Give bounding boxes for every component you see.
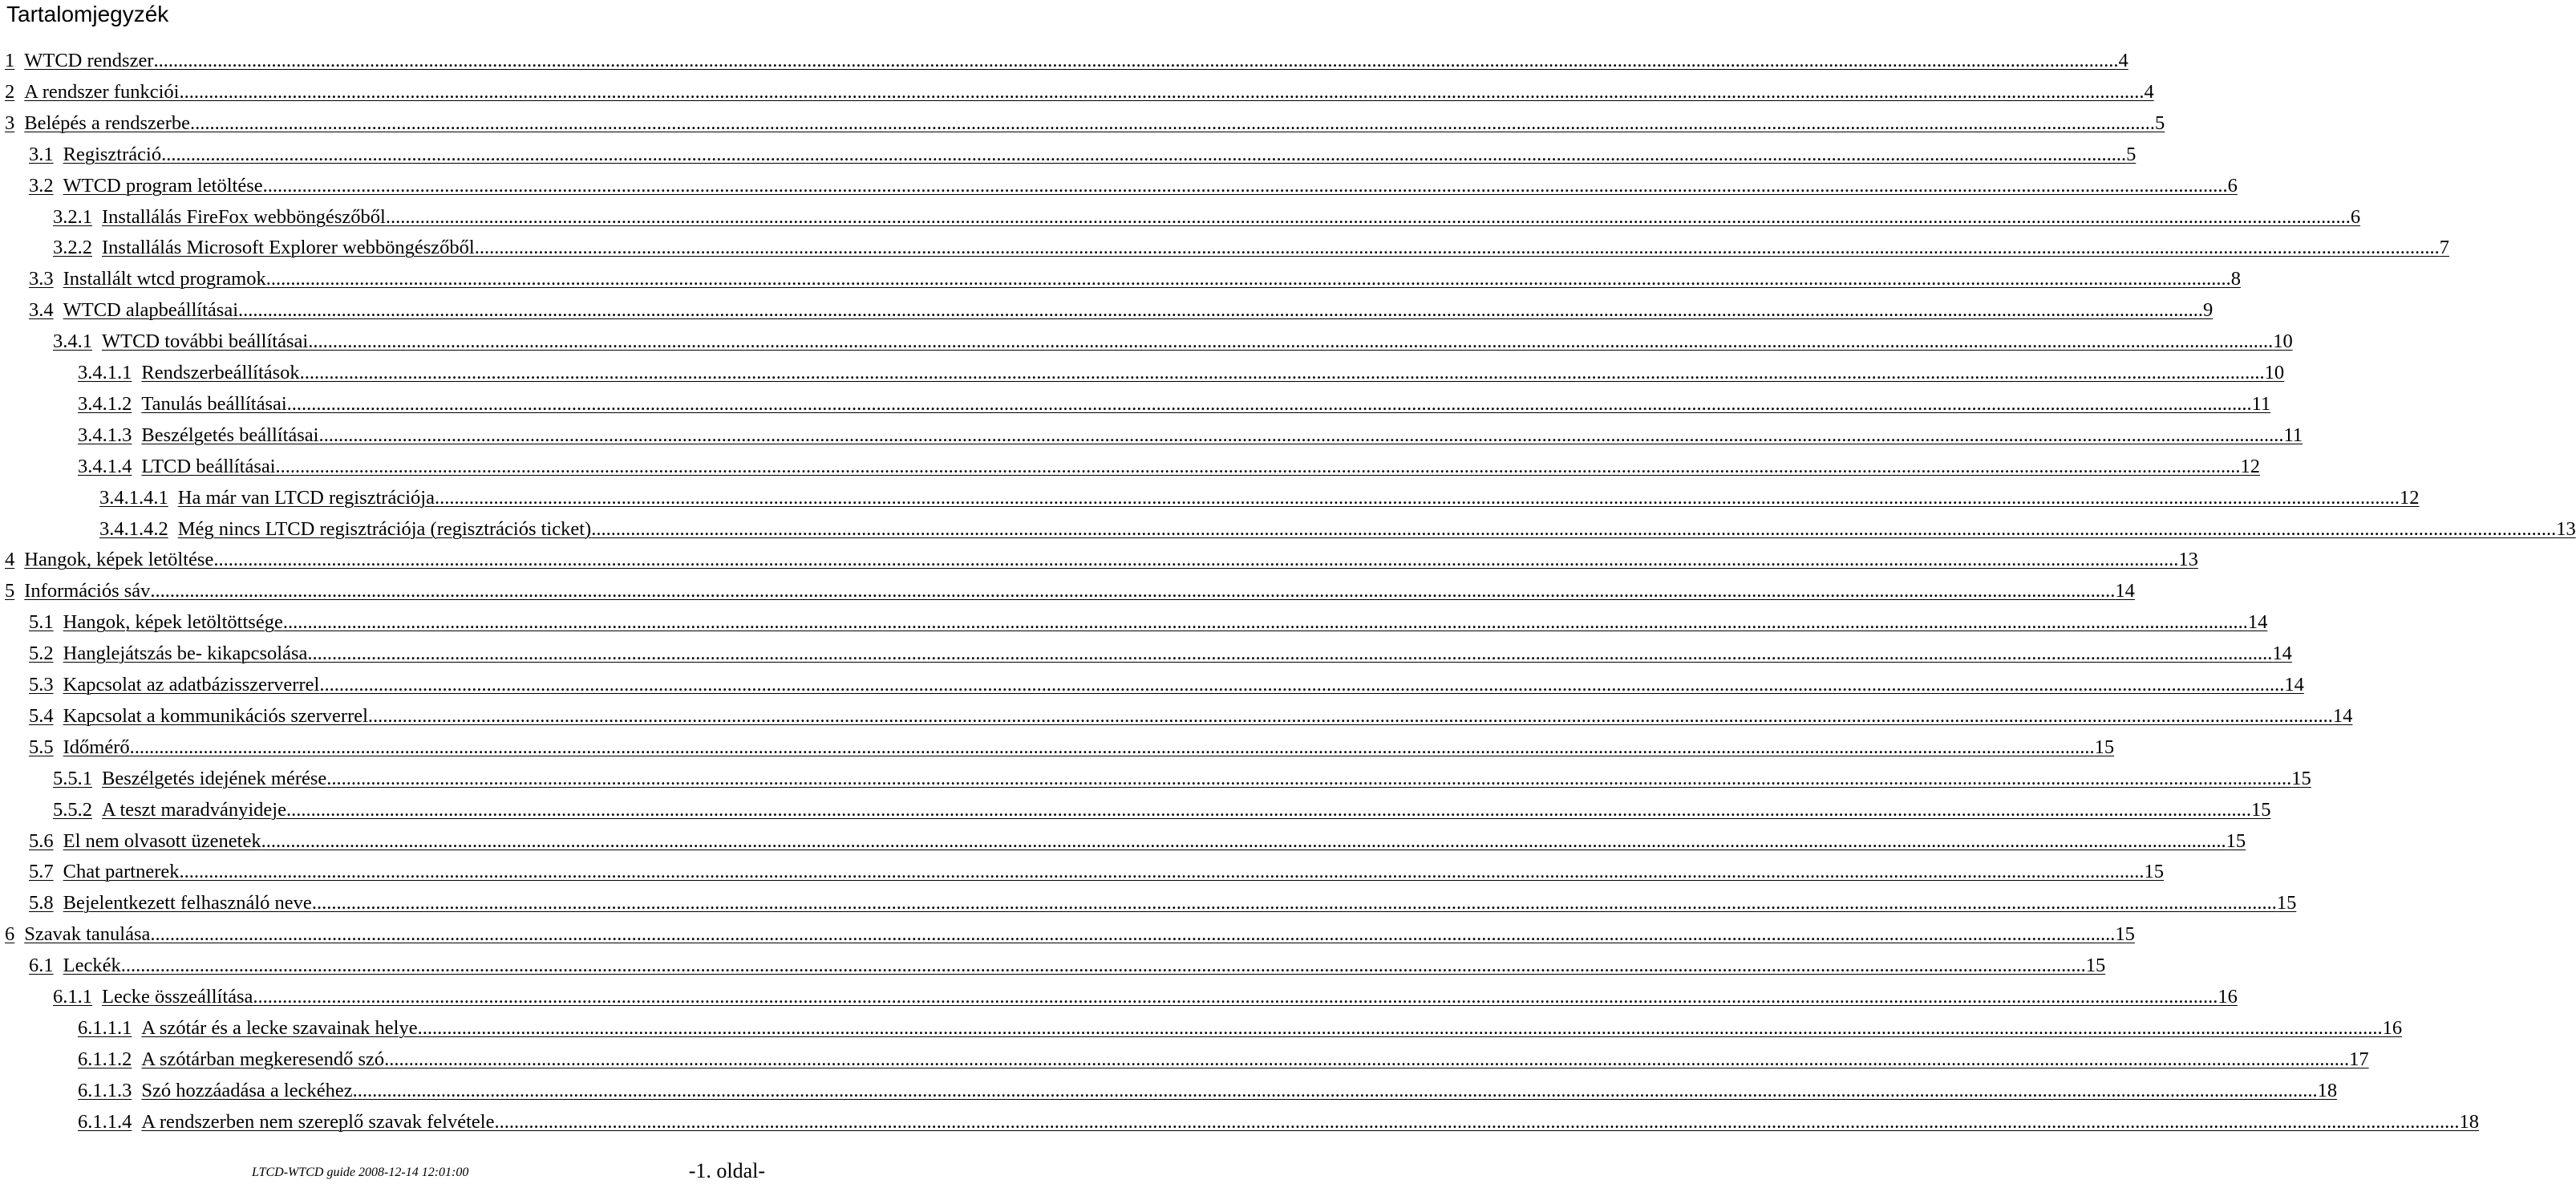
toc-entry-number: 6.1.1 [53,986,92,1008]
toc-entry-text: Installálás Microsoft Explorer webböngészőből [102,237,475,259]
toc-entry[interactable] [29,728,2115,760]
toc-entry-text: LTCD beállításai [141,455,276,477]
toc-entry[interactable] [29,291,2213,322]
toc-entry[interactable] [29,666,2304,697]
toc-entry[interactable] [99,479,2420,510]
footer-meta: LTCD-WTCD guide 2008-12-14 12:01:00 [252,1166,469,1179]
toc-entry-label [78,361,300,385]
toc-entry-text: Kapcsolat a kommunikációs szerverrel [63,704,368,727]
toc-entry-label [99,517,591,541]
toc-entry[interactable] [53,322,2293,354]
toc-entry-text: A szótár és a lecke szavainak helye [141,1016,418,1039]
toc-entry-number: 5.8 [29,892,54,914]
toc-leader-dots: ................................................................................................................................................................................................................................................................................................................................................................................................................ [129,736,2095,758]
toc-entry-page: 12 [2240,455,2261,477]
toc-leader-dots: ................................................................................................................................................................................................................................................................................................................................................................................................................ [161,143,2127,165]
toc-entry-page: 15 [2094,736,2115,758]
toc-entry-number: 6.1.1.2 [78,1048,132,1070]
toc-entry-label [29,891,312,915]
toc-leader-dots: ................................................................................................................................................................................................................................................................................................................................................................................................................ [282,611,2248,634]
toc-entry[interactable] [78,1009,2403,1040]
toc-entry-number: 3.3 [29,268,54,290]
toc-entry-label [78,392,287,416]
toc-leader-dots: ................................................................................................................................................................................................................................................................................................................................................................................................................ [253,986,2218,1008]
toc-entry-label [29,860,180,884]
toc-entry-text: Szó hozzáadása a leckéhez [141,1079,353,1101]
toc-entry-number: 3.4.1.4.2 [99,517,168,540]
toc-entry-page: 15 [2144,861,2165,883]
toc-entry-number: 1 [5,50,15,71]
toc-entry-text: Rendszerbeállítások [141,362,300,383]
toc-entry-number: 6 [5,923,15,946]
toc-entry-page: 4 [2118,50,2128,71]
toc-leader-dots: ................................................................................................................................................................................................................................................................................................................................................................................................................ [265,268,2231,290]
toc-leader-dots: ................................................................................................................................................................................................................................................................................................................................................................................................................ [299,362,2265,383]
toc-leader-dots: ................................................................................................................................................................................................................................................................................................................................................................................................................ [384,1048,2350,1070]
toc-entry-label [29,704,368,728]
toc-entry-label [5,49,153,73]
toc-entry[interactable] [78,448,2261,479]
toc-entry-label [78,1110,494,1134]
toc-entry[interactable] [5,104,2165,136]
toc-entry-page: 10 [2264,362,2285,383]
toc-entry-number: 6.1 [29,955,54,977]
toc-entry-page: 11 [2283,424,2303,446]
toc-leader-dots: ................................................................................................................................................................................................................................................................................................................................................................................................................ [261,829,2226,852]
toc-entry[interactable] [29,884,2297,915]
toc-entry[interactable] [78,416,2303,448]
toc-entry[interactable] [29,635,2292,666]
toc-entry-text: Ha már van LTCD regisztrációja [177,486,435,509]
toc-entry-page: 13 [2556,517,2576,540]
toc-entry-page: 15 [2291,767,2311,789]
toc-entry-text: Bejelentkezett felhasználó neve [63,892,312,914]
toc-entry-text: WTCD alapbeállításai [63,299,238,322]
toc-entry[interactable] [78,1072,2338,1103]
toc-entry-number: 3.2.2 [53,237,92,259]
toc-entry[interactable] [78,1103,2479,1134]
toc-entry-label [53,205,386,229]
toc-entry-label [99,486,435,510]
toc-entry-page: 14 [2115,580,2135,602]
toc-entry[interactable] [5,572,2135,603]
toc-leader-dots: ................................................................................................................................................................................................................................................................................................................................................................................................................ [308,330,2274,353]
toc-entry-page: 18 [2459,1110,2479,1133]
toc-entry-number: 3.4.1.1 [78,362,132,383]
toc-entry[interactable] [5,42,2128,73]
toc-entry-label [78,455,276,479]
toc-entry-label [78,1079,353,1103]
toc-entry-number: 3.4.1.3 [78,424,132,446]
toc-entry-number: 3.1 [29,143,54,165]
toc-entry-text: Leckék [63,955,121,977]
toc-leader-dots: ................................................................................................................................................................................................................................................................................................................................................................................................................ [179,80,2145,103]
toc-entry-text: Még nincs LTCD regisztrációja (regisztrációs ticket) [177,517,592,540]
toc-entry-label [78,424,318,448]
toc-entry-page: 14 [2284,674,2304,695]
toc-entry[interactable] [29,822,2246,854]
toc-entry[interactable] [53,791,2271,822]
toc-entry[interactable] [78,354,2285,385]
toc-leader-dots: ................................................................................................................................................................................................................................................................................................................................................................................................................ [318,424,2284,446]
toc-entry-text: Beszélgetés idejének mérése [102,767,327,789]
toc-entry-label [5,922,150,947]
toc-entry-page: 16 [2382,1016,2403,1039]
toc-entry[interactable] [53,978,2238,1009]
toc-leader-dots: ................................................................................................................................................................................................................................................................................................................................................................................................................ [179,861,2145,883]
toc-leader-dots: ................................................................................................................................................................................................................................................................................................................................................................................................................ [474,237,2440,259]
toc-entry-page: 15 [2276,892,2297,914]
toc-leader-dots: ................................................................................................................................................................................................................................................................................................................................................................................................................ [153,50,2119,71]
toc-entry-number: 3.4 [29,299,54,322]
toc-entry-label [53,330,308,354]
toc-leader-dots: ................................................................................................................................................................................................................................................................................................................................................................................................................ [262,174,2228,197]
toc-entry[interactable] [29,136,2137,167]
toc-entry[interactable] [78,1040,2369,1072]
toc-entry-label [53,985,253,1009]
toc-entry[interactable] [99,510,2576,541]
toc-entry-page: 15 [2226,829,2246,852]
toc-entry-text: Kapcsolat az adatbázisszerverrel [63,674,320,695]
toc-entry-label [5,112,190,136]
toc-leader-dots: ................................................................................................................................................................................................................................................................................................................................................................................................................ [326,767,2292,789]
toc-entry-text: Hanglejátszás be- kikapcsolása [63,643,308,665]
toc-entry-number: 2 [5,80,15,103]
toc-entry[interactable] [5,73,2154,104]
toc-entry-page: 15 [2115,923,2135,946]
toc-entry-label [78,1048,384,1072]
toc-leader-dots: ................................................................................................................................................................................................................................................................................................................................................................................................................ [238,299,2203,322]
toc-entry-page: 7 [2439,237,2449,259]
toc-entry-label [29,954,121,978]
toc-entry-number: 5.5.1 [53,767,92,789]
toc-entry-page: 5 [2126,143,2137,165]
toc-entry[interactable] [29,697,2353,728]
toc-leader-dots: ................................................................................................................................................................................................................................................................................................................................................................................................................ [417,1016,2383,1039]
toc-entry-label [29,174,263,198]
toc-entry-page: 4 [2144,80,2154,103]
toc-entry-number: 5.7 [29,861,54,883]
toc-entry-page: 15 [2250,798,2271,821]
toc-leader-dots: ................................................................................................................................................................................................................................................................................................................................................................................................................ [150,580,2116,602]
toc-entry-text: WTCD program letöltése [63,174,263,197]
toc-entry-page: 6 [2227,174,2238,197]
toc-entry-text: Információs sáv [24,580,151,602]
toc-entry-number: 6.1.1.1 [78,1016,132,1039]
toc-entry-label [29,267,266,291]
toc-entry-label [53,236,475,260]
toc-entry-page: 9 [2203,299,2213,322]
toc-entry-number: 5.1 [29,611,54,634]
toc-entry-page: 14 [2247,611,2268,634]
toc-leader-dots: ................................................................................................................................................................................................................................................................................................................................................................................................................ [352,1079,2318,1101]
toc-entry-page: 10 [2273,330,2293,353]
toc-leader-dots: ................................................................................................................................................................................................................................................................................................................................................................................................................ [385,205,2351,228]
toc-entry-text: WTCD további beállításai [102,330,309,353]
toc-entry-label [78,1016,418,1040]
toc-entry[interactable] [78,385,2271,416]
toc-entry[interactable] [29,947,2106,978]
toc-entry-number: 3.4.1.4.1 [99,486,168,509]
toc-entry-page: 17 [2349,1048,2369,1070]
toc-entry-text: Szavak tanulása [24,923,151,946]
toc-entry-text: Hangok, képek letöltöttsége [63,611,283,634]
toc-entry-number: 5.6 [29,829,54,852]
toc-entry-label [29,829,261,854]
toc-entry-page: 8 [2230,268,2241,290]
toc-entry[interactable] [53,229,2449,260]
toc-entry-number: 5.3 [29,674,54,695]
toc-entry-label [5,80,179,104]
toc-entry-label [29,610,283,635]
toc-leader-dots: ................................................................................................................................................................................................................................................................................................................................................................................................................ [494,1110,2460,1133]
toc-entry-number: 5.5.2 [53,798,92,821]
toc-entry-label [29,642,307,666]
toc-entry[interactable] [5,915,2135,947]
toc-entry-page: 5 [2155,112,2165,134]
toc-entry-text: A teszt maradványideje [102,798,286,821]
toc-leader-dots: ................................................................................................................................................................................................................................................................................................................................................................................................................ [150,923,2116,946]
toc-entry-text: Installált wtcd programok [63,268,266,290]
toc-entry-text: Belépés a rendszerbe [24,112,191,134]
toc-entry-text: Hangok, képek letöltése [24,549,214,571]
toc-entry-number: 3.4.1 [53,330,92,353]
toc-leader-dots: ................................................................................................................................................................................................................................................................................................................................................................................................................ [591,517,2557,540]
toc-entry-text: Időmérő [63,736,130,758]
toc-entry-text: A rendszer funkciói [24,80,180,103]
toc-entry-label [5,548,213,572]
toc-entry-text: El nem olvasott üzenetek [63,829,261,852]
toc-entry[interactable] [29,853,2165,884]
toc-entry[interactable] [29,603,2268,635]
toc-entry[interactable] [5,541,2198,572]
toc-entry-page: 13 [2178,549,2198,571]
toc-entry-number: 6.1.1.4 [78,1110,132,1133]
toc-entry-text: Beszélgetés beállításai [141,424,319,446]
toc-entry-page: 14 [2332,704,2353,727]
toc-leader-dots: ................................................................................................................................................................................................................................................................................................................................................................................................................ [434,486,2400,509]
toc-entry-text: Installálás FireFox webböngészőből [102,205,386,228]
toc-leader-dots: ................................................................................................................................................................................................................................................................................................................................................................................................................ [319,674,2285,695]
toc-entry-page: 16 [2218,986,2238,1008]
footer-page-number: -1. oldal- [688,1159,765,1182]
toc-entry-number: 3.4.1.2 [78,392,132,415]
toc-leader-dots: ................................................................................................................................................................................................................................................................................................................................................................................................................ [275,455,2241,477]
toc-entry-page: 6 [2350,205,2361,228]
toc-entry-number: 3 [5,112,15,134]
toc-entry-number: 5.2 [29,643,54,665]
toc-entry-label [5,579,150,603]
toc-entry-number: 3.2 [29,174,54,197]
toc-entry-page: 11 [2251,392,2271,415]
toc-entry-text: Chat partnerek [63,861,180,883]
toc-leader-dots: ................................................................................................................................................................................................................................................................................................................................................................................................................ [311,892,2277,914]
toc-entry-number: 3.4.1.4 [78,455,132,477]
page-title: Tartalomjegyzék [6,2,169,26]
toc-leader-dots: ................................................................................................................................................................................................................................................................................................................................................................................................................ [213,549,2179,571]
toc-leader-dots: ................................................................................................................................................................................................................................................................................................................................................................................................................ [367,704,2333,727]
toc-entry-label [29,143,161,167]
toc-entry-number: 3.2.1 [53,205,92,228]
toc-entry-page: 12 [2399,486,2420,509]
toc-entry-number: 5 [5,580,15,602]
toc-leader-dots: ................................................................................................................................................................................................................................................................................................................................................................................................................ [190,112,2156,134]
toc-entry-text: Tanulás beállításai [141,392,287,415]
toc-entry-text: A rendszerben nem szereplő szavak felvétele [141,1110,495,1133]
toc-entry-label [29,736,130,760]
toc-entry-text: Lecke összeállítása [102,986,253,1008]
toc-entry-label [29,673,319,697]
toc-entry-text: WTCD rendszer [24,50,154,71]
toc-entry-number: 6.1.1.3 [78,1079,132,1101]
toc-entry[interactable] [29,260,2241,291]
toc-entry-number: 4 [5,549,15,571]
toc-leader-dots: ................................................................................................................................................................................................................................................................................................................................................................................................................ [286,392,2252,415]
toc-entry-page: 15 [2085,955,2106,977]
toc-entry-page: 14 [2272,643,2292,665]
toc-entry-text: A szótárban megkeresendő szó [141,1048,385,1070]
toc-entry-label [53,767,326,791]
toc-entry[interactable] [29,167,2238,198]
toc-leader-dots: ................................................................................................................................................................................................................................................................................................................................................................................................................ [120,955,2086,977]
toc-entry-page: 18 [2317,1079,2338,1101]
toc-entry-text: Regisztráció [63,143,162,165]
toc-entry-label [53,798,286,822]
toc-entry-label [29,298,238,322]
toc-entry-number: 5.4 [29,704,54,727]
toc-leader-dots: ................................................................................................................................................................................................................................................................................................................................................................................................................ [307,643,2273,665]
toc-entry-number: 5.5 [29,736,54,758]
toc-leader-dots: ................................................................................................................................................................................................................................................................................................................................................................................................................ [286,798,2251,821]
toc-entry[interactable] [53,198,2361,229]
toc-entry[interactable] [53,760,2311,791]
